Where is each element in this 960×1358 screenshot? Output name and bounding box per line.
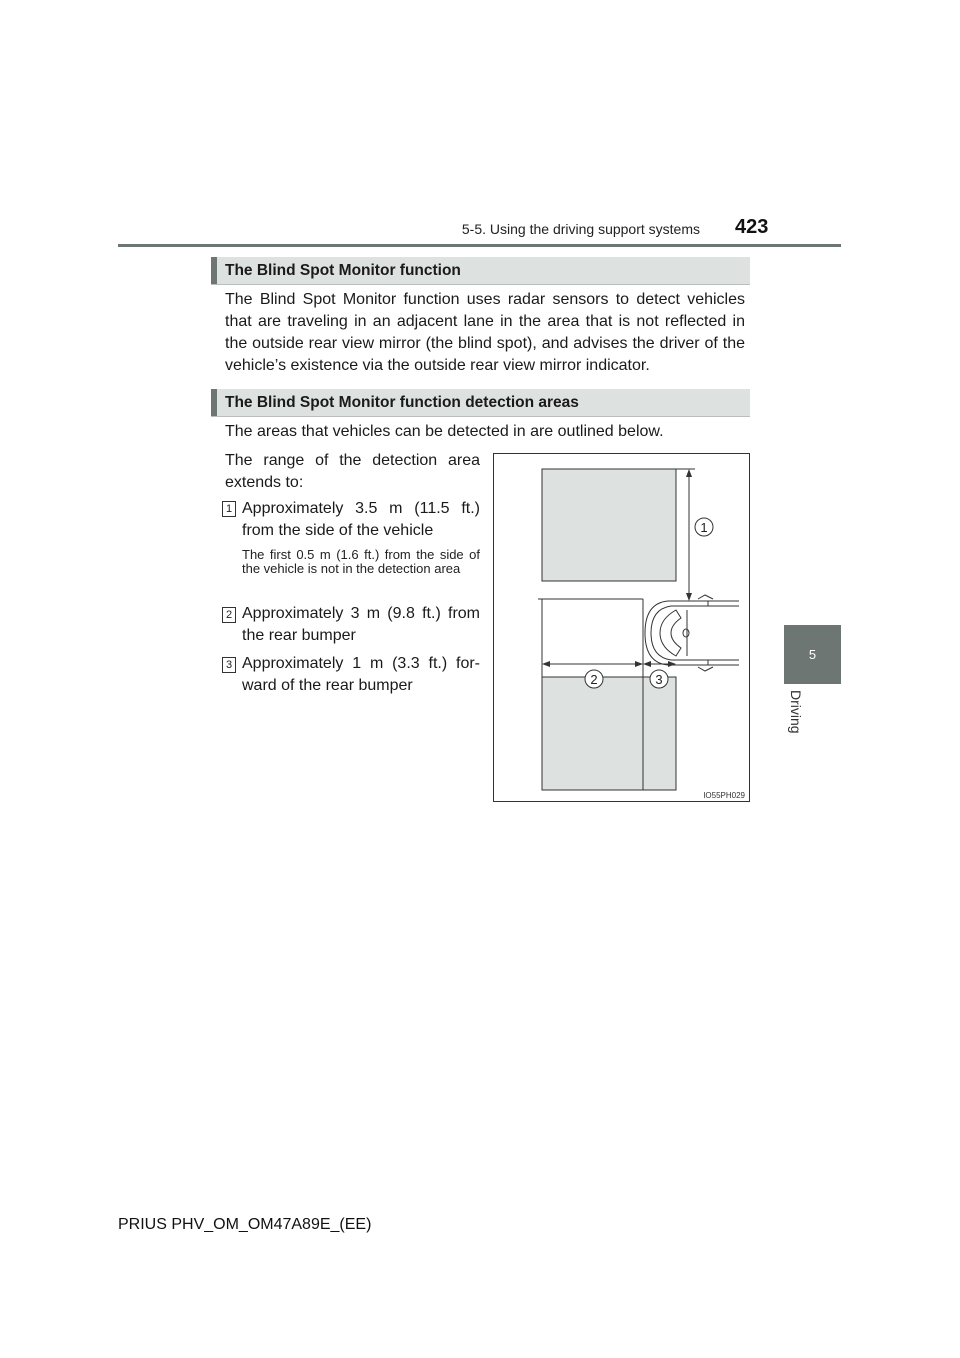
- item-text: Approximately 3 m (9.8 ft.) from the rear bumper: [242, 605, 480, 644]
- header-divider: [118, 244, 841, 247]
- callout-1: [695, 518, 713, 536]
- range-intro: The range of the detection area extends to:: [225, 452, 480, 491]
- figure-code: IO55PH029: [703, 791, 745, 800]
- callout-3: [650, 670, 668, 688]
- bsm-function-description: The Blind Spot Monitor function uses radar sensors to detect vehicles that are traveling in an adjacent lane in the area that is not reflected in the outside rear view mirror (the blind spot), and advises the driver of the vehicle’s existence via the outside rear view mirror indicator.: [225, 291, 745, 374]
- page-number: 423: [735, 216, 769, 238]
- chapter-number: 5: [808, 647, 817, 662]
- item-number-badge: 3: [222, 657, 236, 673]
- section-heading-text: The Blind Spot Monitor function detection areas: [225, 394, 579, 411]
- section-heading-text: The Blind Spot Monitor function: [225, 262, 461, 279]
- callout-label: 3: [655, 672, 663, 687]
- detection-zone-rear: [542, 677, 676, 790]
- header-section-title: 5-5. Using the driving support systems: [461, 221, 700, 237]
- section-heading-detection-areas: [211, 389, 750, 417]
- footer-manual-code: PRIUS PHV_OM_OM47A89E_(EE): [118, 1216, 372, 1233]
- detection-areas-intro: The areas that vehicles can be detected in are outlined below.: [225, 423, 664, 440]
- detection-zone-front: [542, 469, 676, 581]
- chapter-tab: [784, 625, 841, 684]
- callout-2: [585, 670, 603, 688]
- detection-area-diagram: [493, 453, 750, 802]
- chapter-label: Driving: [788, 690, 804, 734]
- item-text: Approximately 1 m (3.3 ft.) for- ward of the rear bumper: [242, 655, 480, 694]
- item-text: Approximately 3.5 m (11.5 ft.) from the side of the vehicle: [242, 500, 480, 539]
- section-heading-bsm-function: [211, 257, 750, 285]
- item-number-badge: 1: [222, 501, 236, 517]
- item-number-badge: 2: [222, 607, 236, 623]
- callout-label: 2: [590, 672, 598, 687]
- callout-label: 1: [700, 520, 708, 535]
- item-note: The first 0.5 m (1.6 ft.) from the side of the vehicle is not in the detection area: [242, 547, 480, 576]
